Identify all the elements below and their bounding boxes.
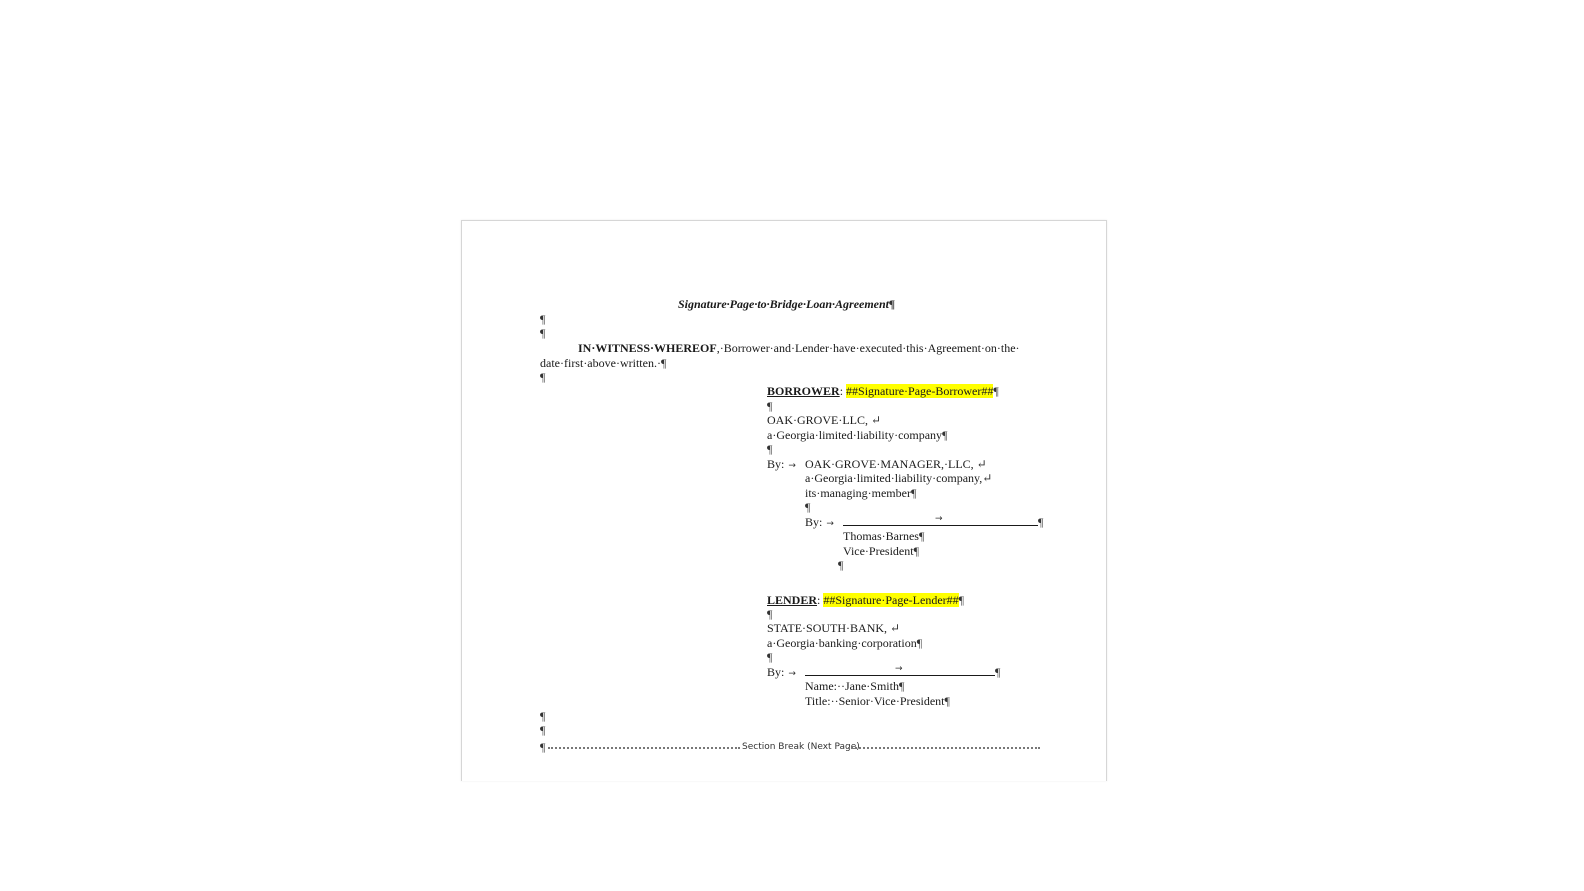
lender-label: LENDER [767,593,818,607]
tab-mark: → [935,514,943,524]
borrower-name-line [767,413,881,427]
signature-line-borrower[interactable] [843,515,1043,529]
signature-field[interactable] [843,515,1038,526]
line-break-mark: ↵ [871,413,882,427]
manager-by-line [805,515,838,531]
empty-paragraph: ¶ [540,370,546,384]
borrower-label: BORROWER [767,384,840,398]
empty-paragraph: ¶ [540,709,546,723]
lender-name-line [767,621,900,635]
pilcrow-mark: ¶ [889,297,896,311]
witness-paragraph-line2 [540,356,666,370]
manager-role-line [805,486,916,500]
lender-heading: LENDER: ##Signature·Page-Lender##¶ [767,593,965,607]
empty-paragraph: ¶ [540,723,546,737]
manager-description: a·Georgia·limited·liability·company, [805,471,983,485]
title-text: Signature·Page·to·Bridge·Loan·Agreement [678,297,890,311]
empty-paragraph: ¶ [767,607,773,621]
lender-desc-line [767,636,922,650]
borrower-heading: BORROWER: ##Signature·Page-Borrower##¶ [767,384,999,398]
signature-line-lender[interactable] [805,665,1000,679]
lender-by-line [767,665,800,681]
section-break-dots-left [548,747,740,749]
pilcrow-mark: ¶ [540,740,546,754]
document-page[interactable] [461,220,1107,781]
pilcrow-mark: ¶ [944,694,950,708]
line-break-mark: ↵ [982,471,993,485]
tab-mark: → [895,664,903,674]
empty-paragraph: ¶ [540,326,546,340]
pilcrow-mark: ¶ [916,636,923,650]
pilcrow-mark: ¶ [910,486,917,500]
pilcrow-mark: ¶ [1038,515,1044,529]
empty-paragraph: ¶ [767,442,773,456]
empty-paragraph: ¶ [838,558,844,572]
manager-name-line [805,457,987,471]
signer-title: Title:··Senior·Vice·President [805,694,945,708]
line-break-mark: ↵ [976,457,987,471]
witness-bold-text: IN·WITNESS·WHEREOF [578,341,717,355]
witness-text: ,·Borrower·and·Lender·have·executed·this·Agreement·on·the· [716,341,1020,355]
witness-text-end: date·first·above·written.· [540,356,661,370]
by-label: By: [767,457,785,471]
manager-role: its·managing·member [805,486,911,500]
line-break-mark: ↵ [890,621,901,635]
lender-description: a·Georgia·banking·corporation [767,636,917,650]
section-break [540,740,1040,754]
by-label: By: [805,515,823,529]
borrower-description: a·Georgia·limited·liability·company [767,428,943,442]
pilcrow-mark: ¶ [918,529,925,543]
borrower-desc-line [767,428,948,442]
lender-name: STATE·SOUTH·BANK, [767,621,888,635]
signer-name: Name:··Jane·Smith [805,679,899,693]
borrower-by-line [767,457,800,473]
empty-paragraph: ¶ [767,650,773,664]
tab-mark: → [788,669,796,679]
section-break-dots-right [848,747,1040,749]
empty-paragraph: ¶ [767,399,773,413]
signer-name: Thomas·Barnes [843,529,919,543]
tab-mark: → [826,519,834,529]
manager-desc-line [805,471,992,485]
document-title [678,297,895,311]
signer2-name-line [805,679,904,693]
empty-paragraph: ¶ [805,500,811,514]
section-break-label: Section Break (Next Page) [742,742,860,752]
empty-paragraph: ¶ [540,312,546,326]
by-label: By: [767,665,785,679]
signer1-name-line [843,529,924,543]
pilcrow-mark: ¶ [993,384,999,398]
borrower-name: OAK·GROVE·LLC, [767,413,868,427]
pilcrow-mark: ¶ [995,665,1001,679]
borrower-signature-tag: ##Signature·Page-Borrower## [846,384,994,398]
pilcrow-mark: ¶ [958,593,965,607]
signer-title: Vice·President [843,544,914,558]
pilcrow-mark: ¶ [898,679,905,693]
signature-field[interactable] [805,665,995,676]
signer2-title-line [805,694,950,708]
tab-mark: → [788,461,796,471]
pilcrow-mark: ¶ [913,544,920,558]
pilcrow-mark: ¶ [942,428,948,442]
lender-signature-tag: ##Signature·Page-Lender## [823,593,959,607]
manager-name: OAK·GROVE·MANAGER,·LLC, [805,457,974,471]
witness-paragraph-line1 [578,341,1020,355]
signer1-title-line [843,544,919,558]
pilcrow-mark: ¶ [660,356,667,370]
